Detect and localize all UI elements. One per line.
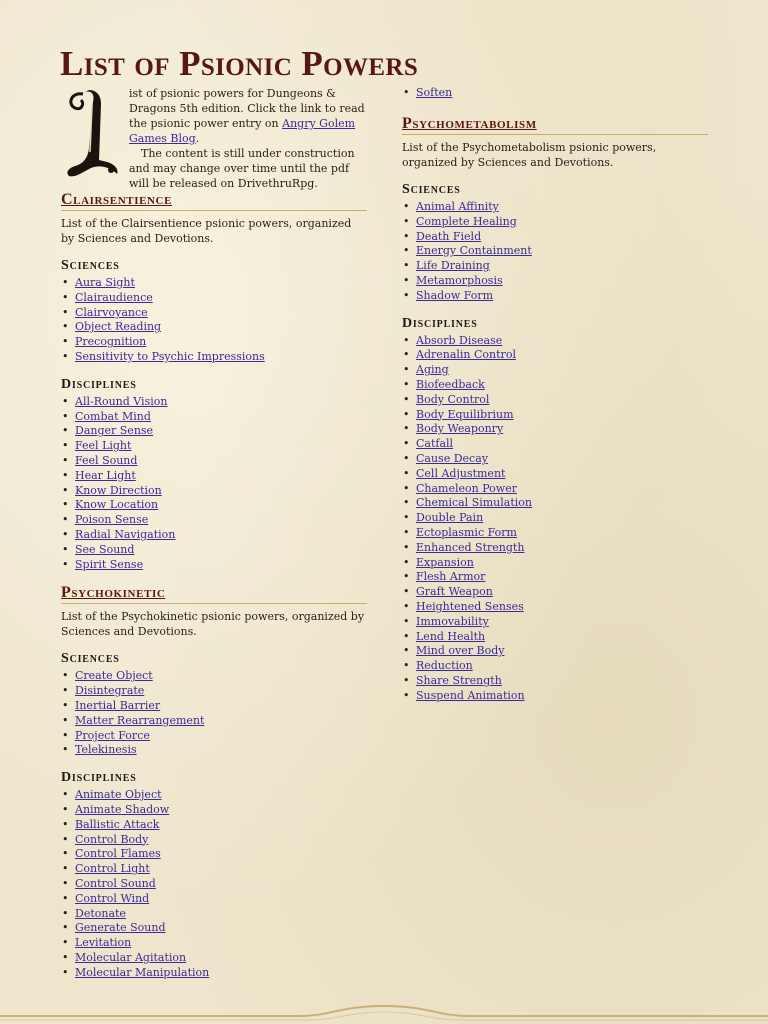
power-link-detonate[interactable]: Detonate	[75, 906, 126, 920]
list-item	[61, 484, 367, 499]
power-link-know-location[interactable]: Know Location	[75, 498, 159, 512]
list-item	[402, 511, 708, 526]
power-link-control-light[interactable]: Control Light	[75, 862, 150, 876]
list-item	[61, 714, 367, 729]
power-link-cause-decay[interactable]: Cause Decay	[416, 451, 488, 465]
list-item	[402, 437, 708, 452]
list-item	[61, 877, 367, 892]
list-item	[61, 558, 367, 573]
list-item	[61, 684, 367, 699]
list-item	[402, 585, 708, 600]
power-link-ectoplasmic-form[interactable]: Ectoplasmic Form	[416, 525, 517, 539]
list-item	[402, 422, 708, 437]
section-description: List of the Psychokinetic psionic powers, organized by Sciences and Devotions.	[61, 610, 365, 639]
power-list	[402, 200, 708, 304]
list-item	[61, 410, 367, 425]
power-list	[61, 788, 367, 980]
disciplines-heading: Disciplines	[402, 315, 478, 331]
power-link-poison-sense[interactable]: Poison Sense	[75, 513, 149, 527]
list-item	[402, 452, 708, 467]
list-item	[61, 291, 367, 306]
power-link-animal-affinity[interactable]: Animal Affinity	[416, 200, 499, 213]
right-sections	[402, 114, 708, 704]
sciences-heading: Sciences	[61, 258, 120, 273]
list-item	[402, 496, 708, 511]
power-link-danger-sense[interactable]: Danger Sense	[75, 424, 154, 438]
power-link-control-body[interactable]: Control Body	[75, 832, 149, 846]
list-item	[61, 439, 367, 454]
power-link-mind-over-body[interactable]: Mind over Body	[416, 644, 505, 658]
power-link-generate-sound[interactable]: Generate Sound	[75, 921, 166, 935]
list-item	[61, 921, 367, 936]
power-link-complete-healing[interactable]: Complete Healing	[416, 214, 517, 228]
sciences-heading: Sciences	[402, 182, 461, 197]
power-link-know-direction[interactable]: Know Direction	[75, 483, 162, 497]
power-link-animate-shadow[interactable]: Animate Shadow	[75, 802, 170, 816]
list-item	[61, 743, 367, 758]
power-link-body-equilibrium[interactable]: Body Equilibrium	[416, 407, 514, 421]
power-link-molecular-manipulation[interactable]: Molecular Manipulation	[75, 965, 210, 979]
list-item	[402, 378, 708, 393]
intro	[61, 86, 367, 190]
power-link-feel-light[interactable]: Feel Light	[75, 439, 132, 453]
section-heading-label[interactable]: Psychokinetic	[61, 584, 166, 602]
list-item	[61, 818, 367, 833]
power-link-animate-object[interactable]: Animate Object	[75, 788, 162, 802]
list-item	[402, 215, 708, 230]
section-description: List of the Psychometabolism psionic powers, organized by Sciences and Devotions.	[402, 141, 657, 169]
power-link-aura-sight[interactable]: Aura Sight	[75, 276, 135, 289]
list-item	[402, 541, 708, 556]
section-psychometabolism	[402, 114, 708, 704]
power-link-shadow-form[interactable]: Shadow Form	[416, 288, 494, 302]
power-link-clairvoyance[interactable]: Clairvoyance	[75, 305, 148, 319]
power-link-reduction[interactable]: Reduction	[416, 659, 473, 673]
power-link-aging[interactable]: Aging	[416, 363, 449, 377]
list-item	[61, 498, 367, 513]
list-item	[61, 729, 367, 744]
power-list	[402, 334, 708, 704]
power-link-disintegrate[interactable]: Disintegrate	[75, 684, 145, 698]
list-item	[402, 674, 708, 689]
list-item	[61, 907, 367, 922]
list-item	[402, 482, 708, 497]
section-heading[interactable]	[402, 114, 708, 135]
list-item	[61, 276, 367, 291]
list-item	[61, 966, 367, 981]
list-item	[61, 335, 367, 350]
list-item	[402, 289, 708, 304]
power-link-catfall[interactable]: Catfall	[416, 437, 454, 451]
list-item	[61, 306, 367, 321]
list-item	[61, 936, 367, 951]
power-link-levitation[interactable]: Levitation	[75, 936, 132, 950]
list-item	[61, 803, 367, 818]
section-heading-label[interactable]: Clairsentience	[61, 191, 173, 208]
power-link-feel-sound[interactable]: Feel Sound	[75, 453, 138, 467]
power-link-control-wind[interactable]: Control Wind	[75, 891, 150, 905]
disciplines-heading: Disciplines	[61, 376, 137, 392]
list-item	[402, 659, 708, 674]
power-link-project-force[interactable]: Project Force	[75, 728, 150, 742]
list-item	[61, 469, 367, 484]
power-link-chemical-simulation[interactable]: Chemical Simulation	[416, 496, 532, 510]
power-link-cell-adjustment[interactable]: Cell Adjustment	[416, 466, 506, 480]
power-link-immovability[interactable]: Immovability	[416, 614, 489, 628]
power-link-expansion[interactable]: Expansion	[416, 555, 474, 569]
power-link-metamorphosis[interactable]: Metamorphosis	[416, 273, 503, 287]
intro-text-part: ist of psionic powers for Dungeons & Dragons 5th edition. Click the link to read the psionic power entry on	[129, 87, 365, 130]
power-link-spirit-sense[interactable]: Spirit Sense	[75, 557, 144, 571]
section-heading-label[interactable]: Psychometabolism	[402, 115, 537, 132]
power-link-combat-mind[interactable]: Combat Mind	[75, 409, 151, 423]
page-title: List of Psionic Powers	[60, 44, 419, 83]
list-item	[402, 570, 708, 585]
list-item	[402, 630, 708, 645]
power-link-see-sound[interactable]: See Sound	[75, 542, 135, 556]
section-psychokinetic	[61, 583, 367, 980]
power-link-lend-health[interactable]: Lend Health	[416, 629, 486, 643]
angry-golem-blog-link[interactable]: Angry Golem Games Blog	[129, 117, 356, 145]
power-link-graft-weapon[interactable]: Graft Weapon	[416, 585, 493, 599]
intro-text-part: .	[195, 132, 200, 145]
list-item	[61, 350, 367, 365]
power-link-control-flames[interactable]: Control Flames	[75, 847, 161, 861]
power-link-body-weaponry[interactable]: Body Weaponry	[416, 422, 504, 436]
power-link-sensitivity-to-psychic-impressions[interactable]: Sensitivity to Psychic Impressions	[75, 349, 265, 363]
list-item	[61, 669, 367, 684]
power-link-ballistic-attack[interactable]: Ballistic Attack	[75, 817, 160, 831]
section-heading[interactable]	[61, 190, 367, 211]
power-link-inertial-barrier[interactable]: Inertial Barrier	[75, 698, 161, 712]
power-link-soften[interactable]: Soften	[416, 86, 453, 99]
sciences-heading: Sciences	[61, 651, 120, 667]
list-item	[402, 408, 708, 423]
left-sections	[61, 190, 367, 980]
intro-paragraph-1	[129, 86, 367, 146]
power-list	[61, 276, 367, 365]
list-item	[402, 86, 708, 101]
power-link-all-round-vision[interactable]: All-Round Vision	[75, 394, 168, 408]
list-item	[402, 200, 708, 215]
list-item	[402, 363, 708, 378]
list-item	[402, 615, 708, 630]
list-item	[402, 689, 708, 704]
power-link-flesh-armor[interactable]: Flesh Armor	[416, 570, 486, 584]
list-item	[61, 395, 367, 410]
power-link-telekinesis[interactable]: Telekinesis	[75, 743, 137, 757]
power-link-adrenalin-control[interactable]: Adrenalin Control	[416, 348, 516, 362]
list-item	[61, 320, 367, 335]
power-link-molecular-agitation[interactable]: Molecular Agitation	[75, 950, 187, 964]
list-item	[61, 847, 367, 862]
list-item	[402, 348, 708, 363]
list-item	[402, 244, 708, 259]
carryover-list	[402, 86, 708, 101]
list-item	[402, 556, 708, 571]
list-item	[61, 892, 367, 907]
power-link-create-object[interactable]: Create Object	[75, 669, 153, 683]
power-link-absorb-disease[interactable]: Absorb Disease	[416, 333, 503, 347]
list-item	[61, 788, 367, 803]
list-item	[61, 513, 367, 528]
list-item	[61, 951, 367, 966]
power-link-body-control[interactable]: Body Control	[416, 392, 490, 406]
power-link-control-sound[interactable]: Control Sound	[75, 876, 156, 890]
list-item	[402, 644, 708, 659]
power-list	[61, 669, 367, 758]
power-link-hear-light[interactable]: Hear Light	[75, 468, 136, 482]
list-item	[402, 467, 708, 482]
intro-paragraph-2: The content is still under construction and may change over time until the pdf will be released on DrivethruRpg.	[129, 147, 355, 190]
power-link-energy-containment[interactable]: Energy Containment	[416, 244, 532, 258]
list-item	[61, 699, 367, 714]
list-item	[61, 833, 367, 848]
power-list	[61, 395, 367, 573]
power-link-precognition[interactable]: Precognition	[75, 335, 147, 349]
disciplines-heading: Disciplines	[61, 770, 137, 786]
list-item	[402, 600, 708, 615]
power-link-object-reading[interactable]: Object Reading	[75, 320, 162, 334]
list-item	[61, 528, 367, 543]
list-item	[402, 526, 708, 541]
intro-text	[129, 86, 367, 191]
list-item	[61, 862, 367, 877]
list-item	[61, 454, 367, 469]
list-item	[61, 424, 367, 439]
list-item	[402, 334, 708, 349]
power-link-suspend-animation[interactable]: Suspend Animation	[416, 688, 525, 702]
power-link-death-field[interactable]: Death Field	[416, 229, 482, 243]
section-heading[interactable]	[61, 583, 367, 604]
section-clairsentience	[61, 190, 367, 572]
power-link-biofeedback[interactable]: Biofeedback	[416, 377, 485, 391]
power-link-enhanced-strength[interactable]: Enhanced Strength	[416, 540, 525, 554]
list-item	[402, 274, 708, 289]
list-item	[402, 393, 708, 408]
power-link-life-draining[interactable]: Life Draining	[416, 259, 490, 273]
dropcap-l-icon	[61, 86, 123, 178]
power-link-radial-navigation[interactable]: Radial Navigation	[75, 527, 176, 541]
power-link-share-strength[interactable]: Share Strength	[416, 673, 502, 687]
power-link-double-pain[interactable]: Double Pain	[416, 511, 484, 525]
power-link-heightened-senses[interactable]: Heightened Senses	[416, 599, 524, 613]
section-description: List of the Clairsentience psionic powers, organized by Sciences and Devotions.	[61, 217, 352, 245]
page-border-ornament-icon	[0, 994, 768, 1024]
list-item	[61, 543, 367, 558]
power-link-chameleon-power[interactable]: Chameleon Power	[416, 481, 517, 495]
list-item	[402, 230, 708, 245]
power-link-clairaudience[interactable]: Clairaudience	[75, 290, 153, 304]
power-link-matter-rearrangement[interactable]: Matter Rearrangement	[75, 713, 205, 727]
list-item	[402, 259, 708, 274]
